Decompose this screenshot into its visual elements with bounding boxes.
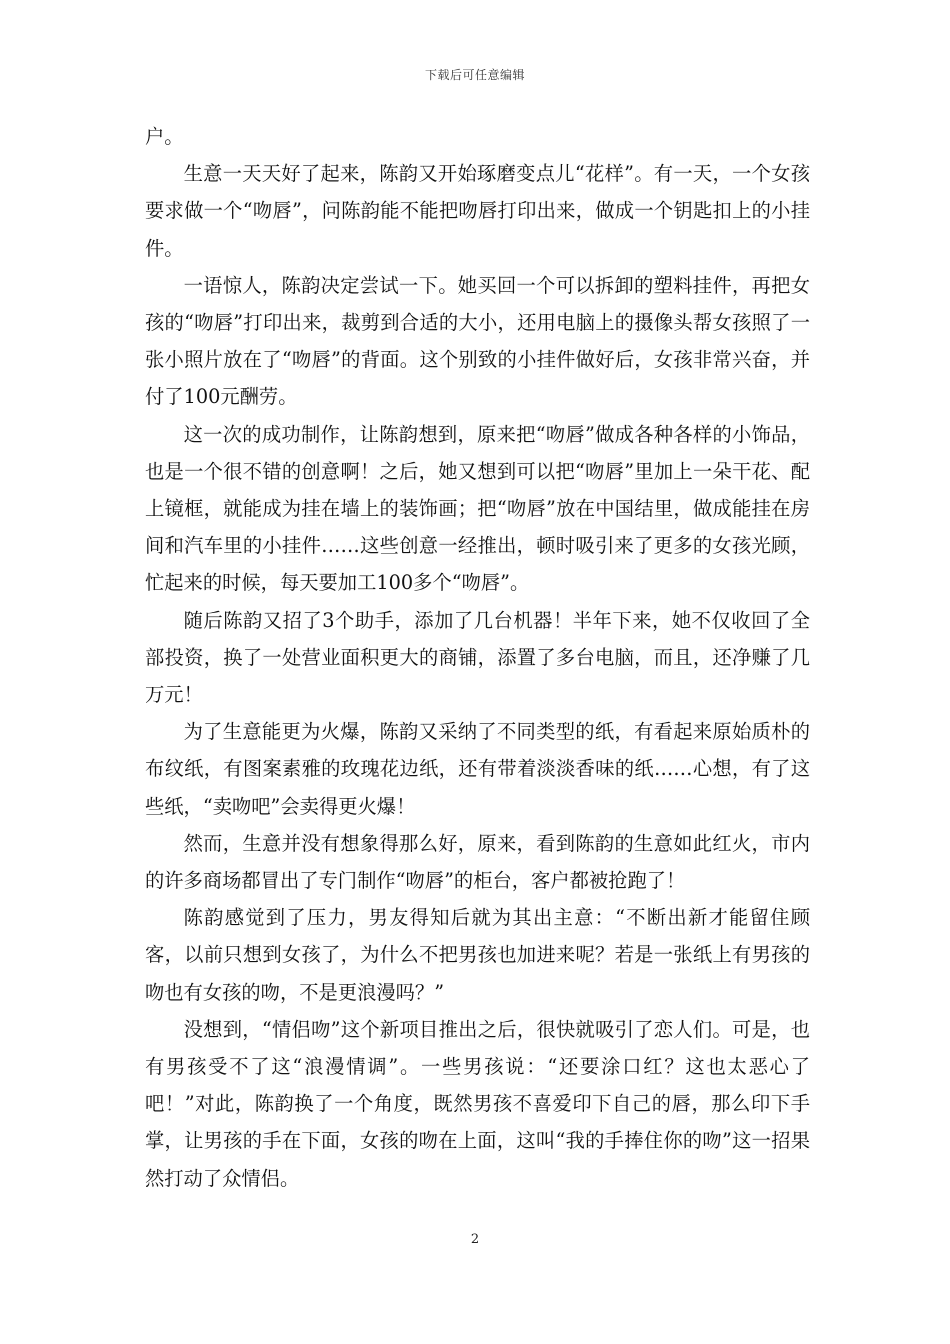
paragraph: 陈韵感觉到了压力，男友得知后就为其出主意：“不断出新才能留住顾客，以前只想到女孩了，为什么不把男孩也加进来呢？若是一张纸上有男孩的吻也有女孩的吻，不是更浪漫吗？” bbox=[145, 906, 810, 1004]
paragraph: 这一次的成功制作，让陈韵想到，原来把“吻唇”做成各种各样的小饰品，也是一个很不错的创意啊！之后，她又想到可以把“吻唇”里加上一朵干花、配上镜框，就能成为挂在墙上的装饰画；把“吻唇”放在中国结里，做成能挂在房间和汽车里的小挂件……这些创意一经推出，顿时吸引来了更多的女孩光顾，忙起来的时候，每天要加工100多个“吻唇”。 bbox=[145, 422, 810, 595]
paragraph: 生意一天天好了起来，陈韵又开始琢磨变点儿“花样”。有一天，一个女孩要求做一个“吻唇”，问陈韵能不能把吻唇打印出来，做成一个钥匙扣上的小挂件。 bbox=[145, 162, 810, 260]
paragraph: 没想到，“情侣吻”这个新项目推出之后，很快就吸引了恋人们。可是，也有男孩受不了这“浪漫情调”。一些男孩说：“还要涂口红？这也太恶心了吧！”对此，陈韵换了一个角度，既然男孩不喜爱印下自己的唇，那么印下手掌，让男孩的手在下面，女孩的吻在上面，这叫“我的手捧住你的吻”这一招果然打动了众情侣。 bbox=[145, 1017, 810, 1190]
paragraph: 然而，生意并没有想象得那么好，原来，看到陈韵的生意如此红火，市内的许多商场都冒出了专门制作“吻唇”的柜台，客户都被抢跑了！ bbox=[145, 831, 810, 893]
page-number: 2 bbox=[470, 1232, 480, 1247]
document-body bbox=[145, 118, 810, 1197]
paragraph: 随后陈韵又招了3个助手，添加了几台机器！半年下来，她不仅收回了全部投资，换了一处营业面积更大的商铺，添置了多台电脑，而且，还净赚了几万元！ bbox=[145, 608, 810, 707]
paragraph: 为了生意能更为火爆，陈韵又采纳了不同类型的纸，有看起来原始质朴的布纹纸，有图案素雅的玫瑰花边纸，还有带着淡淡香味的纸……心想，有了这些纸，“卖吻吧”会卖得更火爆！ bbox=[145, 720, 810, 818]
paragraph-continuation: 户。 bbox=[145, 125, 184, 148]
paragraph: 一语惊人，陈韵决定尝试一下。她买回一个可以拆卸的塑料挂件，再把女孩的“吻唇”打印出来，裁剪到合适的大小，还用电脑上的摄像头帮女孩照了一张小照片放在了“吻唇”的背面。这个别致的小挂件做好后，女孩非常兴奋，并付了100元酬劳。 bbox=[145, 273, 810, 409]
page-header: 下载后可任意编辑 bbox=[424, 68, 525, 82]
